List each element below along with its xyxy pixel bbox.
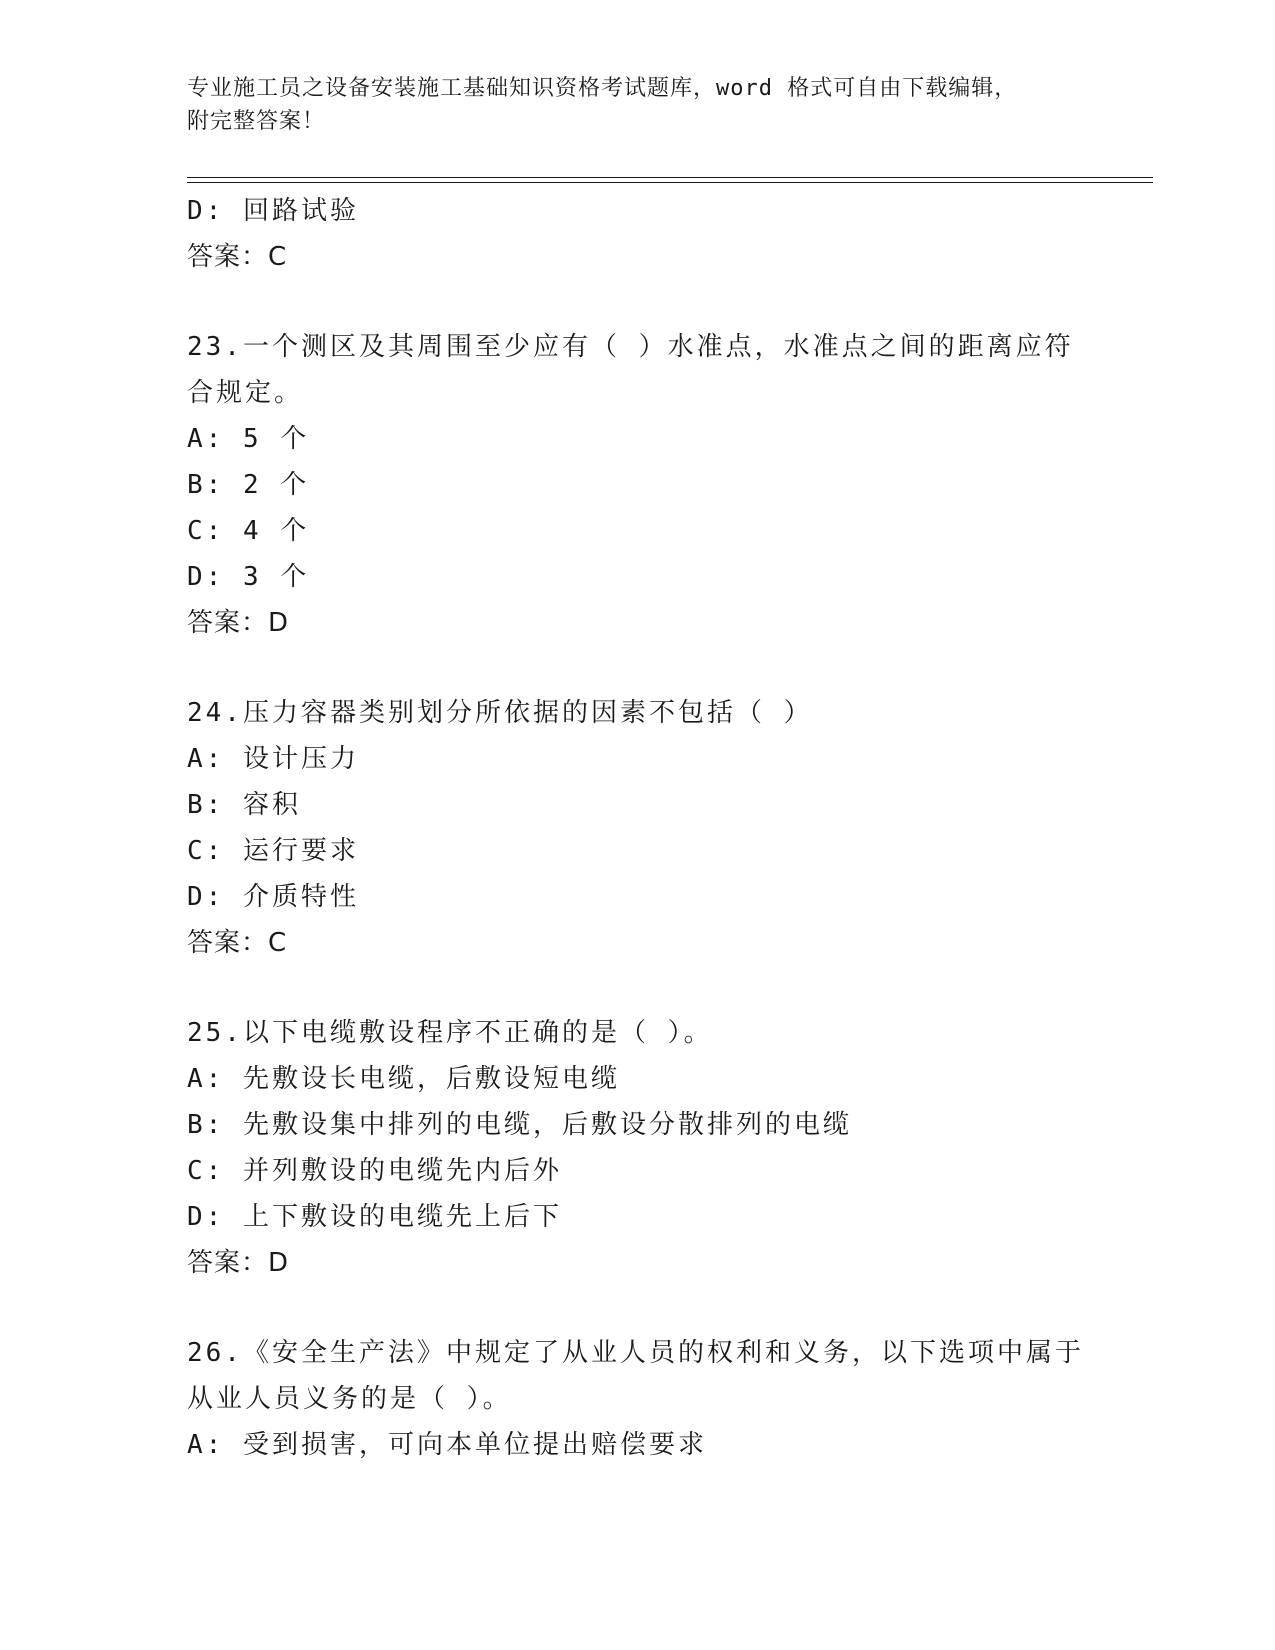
answer-label: 答案：C [187, 928, 288, 958]
question-stem: 23.一个测区及其周围至少应有（ ）水准点，水准点之间的距离应符 [187, 332, 1074, 362]
question-stem-continued: 从业人员义务的是（ ）。 [187, 1384, 512, 1414]
spacer [187, 280, 1087, 324]
option-b: B: 容积 [187, 790, 301, 820]
option-c: C: 并列敷设的电缆先内后外 [187, 1156, 562, 1186]
question-24 [187, 690, 1087, 966]
option-a: A: 设计压力 [187, 744, 359, 774]
header-divider-top [187, 177, 1153, 178]
spacer [187, 1286, 1087, 1330]
option-d: D: 上下敷设的电缆先上后下 [187, 1202, 562, 1232]
document-header [187, 72, 1087, 138]
spacer [187, 646, 1087, 690]
header-line-1: 专业施工员之设备安装施工基础知识资格考试题库，word 格式可自由下载编辑， [187, 76, 1018, 101]
header-line-2: 附完整答案！ [187, 109, 326, 134]
question-stem: 26.《安全生产法》中规定了从业人员的权利和义务，以下选项中属于 [187, 1338, 1084, 1368]
answer-label: 答案：D [187, 1248, 290, 1278]
question-23 [187, 324, 1087, 646]
option-c: C: 运行要求 [187, 836, 359, 866]
question-26 [187, 1330, 1087, 1468]
option-b: B: 2 个 [187, 470, 310, 500]
spacer [187, 966, 1087, 1010]
question-stem: 25.以下电缆敷设程序不正确的是（ ）。 [187, 1018, 713, 1048]
option-d: D: 3 个 [187, 562, 310, 592]
option-a: A: 5 个 [187, 424, 310, 454]
answer-label: 答案：D [187, 608, 290, 638]
question-22-tail [187, 188, 1087, 280]
option-d: D: 介质特性 [187, 882, 359, 912]
answer-label: 答案：C [187, 242, 288, 272]
question-stem: 24.压力容器类别划分所依据的因素不包括（ ） [187, 698, 813, 728]
option-c: C: 4 个 [187, 516, 310, 546]
option-a: A: 受到损害，可向本单位提出赔偿要求 [187, 1430, 707, 1460]
header-divider-bottom [187, 182, 1153, 183]
question-list [187, 188, 1087, 1468]
option-b: B: 先敷设集中排列的电缆，后敷设分散排列的电缆 [187, 1110, 852, 1140]
question-stem-continued: 合规定。 [187, 378, 304, 408]
option-a: A: 先敷设长电缆，后敷设短电缆 [187, 1064, 620, 1094]
question-25 [187, 1010, 1087, 1286]
option-d: D: 回路试验 [187, 196, 359, 226]
